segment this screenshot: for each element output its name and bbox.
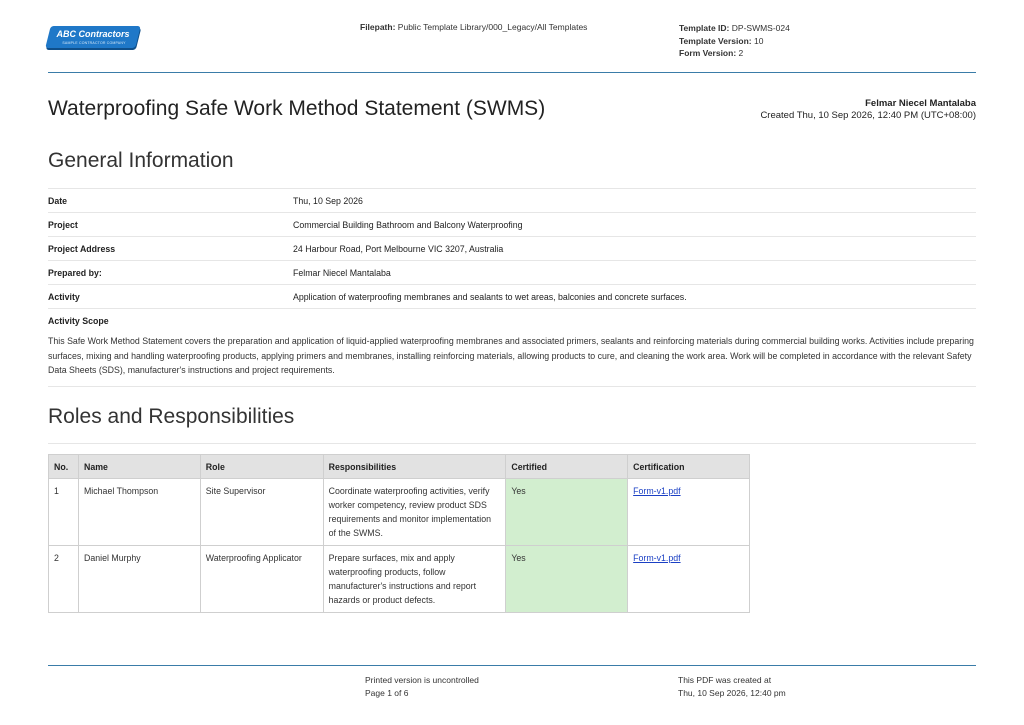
cell-certification (628, 546, 750, 613)
cell-certification (628, 479, 750, 546)
info-row-project (48, 212, 976, 236)
template-meta (679, 22, 790, 60)
cell-role: Site Supervisor (200, 479, 323, 546)
roles-table (48, 454, 750, 613)
roles-header-row (49, 455, 750, 479)
template-id-value: DP-SWMS-024 (731, 23, 790, 33)
info-value: 24 Harbour Road, Port Melbourne VIC 3207, Australia (293, 243, 504, 254)
cell-name: Michael Thompson (78, 479, 200, 546)
roles-divider (48, 443, 976, 444)
info-label: Activity (48, 291, 80, 302)
filepath-value: Public Template Library/000_Legacy/All Templates (397, 22, 588, 32)
footer-left (365, 674, 479, 699)
template-id (679, 22, 790, 35)
info-label: Project (48, 219, 78, 230)
cell-no: 1 (49, 479, 79, 546)
footer-divider (48, 665, 976, 666)
column-header-no: No. (49, 455, 79, 479)
author-name: Felmar Niecel Mantalaba (865, 98, 976, 109)
cell-responsibilities: Prepare surfaces, mix and apply waterproofing products, follow manufacturer's instructions and report hazards or product defects. (323, 546, 506, 613)
roles-heading: Roles and Responsibilities (48, 405, 295, 428)
company-logo (48, 26, 140, 52)
cell-name: Daniel Murphy (78, 546, 200, 613)
activity-scope-text: This Safe Work Method Statement covers the preparation and application of liquid-applied waterproofing membranes and associated primers, sealants and reinforcing materials during commercial building works. Activities include preparing surfaces, mixing and handling waterproofing products, applying primers and membranes, installing reinforcing materials, allowing products to cure, and cleaning the work area. Work will be completed in accordance with the relevant Safety Data Sheets (SDS), manufacturer's instructions and project requirements. (48, 332, 976, 387)
info-value: Commercial Building Bathroom and Balcony Waterproofing (293, 219, 523, 230)
author-block (760, 98, 976, 122)
info-label: Project Address (48, 243, 116, 254)
info-row-project-address (48, 236, 976, 260)
header-divider (48, 72, 976, 73)
document-title: Waterproofing Safe Work Method Statement (SWMS) (48, 97, 546, 120)
column-header-role: Role (200, 455, 323, 479)
template-version (679, 35, 790, 48)
template-id-label: Template ID: (679, 23, 730, 33)
page-header (0, 0, 1024, 74)
activity-scope-label: Activity Scope (48, 315, 109, 326)
column-header-certification: Certification (628, 455, 750, 479)
form-version-label: Form Version: (679, 48, 737, 58)
logo-subtext: SAMPLE CONTRACTOR COMPANY (62, 41, 126, 45)
general-information-heading: General Information (48, 149, 234, 172)
info-value: Application of waterproofing membranes and sealants to wet areas, balconies and concrete surfaces. (293, 291, 687, 302)
logo-text: ABC Contractors (56, 29, 130, 39)
table-row (49, 546, 750, 613)
info-row-activity-scope (48, 308, 976, 332)
footer-right (678, 674, 786, 699)
info-row-prepared-by (48, 260, 976, 284)
uncontrolled-notice: Printed version is uncontrolled (365, 675, 479, 685)
info-row-activity (48, 284, 976, 308)
template-version-label: Template Version: (679, 35, 752, 46)
form-version (679, 47, 790, 60)
column-header-name: Name (78, 455, 200, 479)
pdf-created-value: Thu, 10 Sep 2026, 12:40 pm (678, 687, 786, 698)
template-version-value: 10 (753, 35, 764, 46)
info-value: Felmar Niecel Mantalaba (293, 267, 391, 278)
form-version-value: 2 (738, 48, 744, 58)
column-header-certified: Certified (506, 455, 628, 479)
info-label: Prepared by: (48, 267, 102, 278)
filepath (360, 22, 587, 32)
cell-no: 2 (49, 546, 79, 613)
cell-role: Waterproofing Applicator (200, 546, 323, 613)
general-information-table (48, 188, 976, 387)
filepath-label: Filepath: (360, 22, 396, 32)
info-label: Date (48, 195, 68, 206)
cell-certified: Yes (506, 479, 628, 546)
page-number: Page 1 of 6 (365, 687, 409, 698)
created-timestamp: Created Thu, 10 Sep 2026, 12:40 PM (UTC+08:00) (760, 110, 976, 121)
info-row-date (48, 188, 976, 212)
certification-link[interactable]: Form-v1.pdf (633, 553, 681, 563)
cell-responsibilities: Coordinate waterproofing activities, verify worker competency, review product SDS requirements and monitor implementation of the SWMS. (323, 479, 506, 546)
column-header-responsibilities: Responsibilities (323, 455, 506, 479)
certification-link[interactable]: Form-v1.pdf (633, 486, 681, 496)
pdf-created-label: This PDF was created at (678, 675, 772, 685)
info-value: Thu, 10 Sep 2026 (293, 195, 363, 206)
cell-certified: Yes (506, 546, 628, 613)
table-row (49, 479, 750, 546)
